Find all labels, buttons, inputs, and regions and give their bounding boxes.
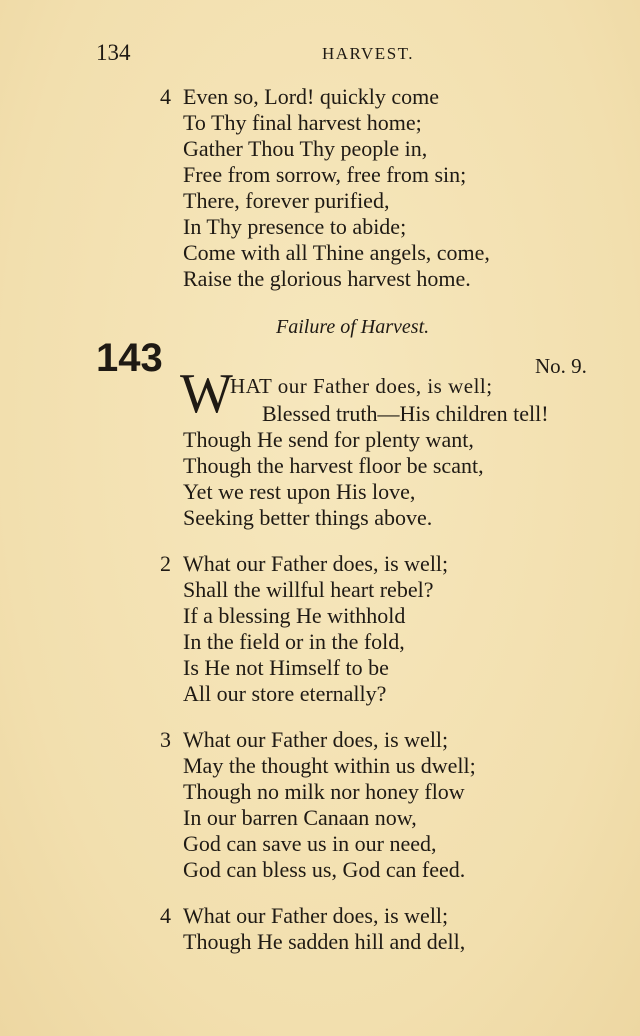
- verse2-line: Shall the willful heart rebel?: [183, 577, 434, 602]
- tune-reference: No. 9.: [535, 354, 587, 378]
- prev-verse-line: In Thy presence to abide;: [183, 214, 407, 239]
- prev-verse-line: Even so, Lord! quickly come: [183, 84, 439, 109]
- verse3-line: What our Father does, is well;: [183, 727, 449, 752]
- verse1-line: Though He send for plenty want,: [183, 427, 474, 452]
- prev-verse-line: There, forever purified,: [183, 188, 390, 213]
- prev-verse-line: To Thy final harvest home;: [183, 110, 422, 135]
- verse2-line: Is He not Himself to be: [183, 655, 389, 680]
- prev-verse-line: Gather Thou Thy people in,: [183, 136, 428, 161]
- verse3-number: 3: [160, 727, 171, 752]
- verse2-line: In the field or in the fold,: [183, 629, 405, 654]
- verse3-line: Though no milk nor honey flow: [183, 779, 465, 804]
- verse3-line: May the thought within us dwell;: [183, 753, 476, 778]
- hymn-title: Failure of Harvest.: [276, 316, 430, 338]
- verse1-line: Blessed truth—His children tell!: [262, 401, 549, 426]
- verse1-line: Seeking better things above.: [183, 505, 433, 530]
- verse1-first-line: HAT our Father does, is well;: [230, 374, 493, 398]
- prev-verse-number: 4: [160, 84, 171, 109]
- page-number: 134: [96, 40, 131, 65]
- verse2-number: 2: [160, 551, 171, 576]
- verse1-line: Yet we rest upon His love,: [183, 479, 416, 504]
- verse4-line: What our Father does, is well;: [183, 903, 449, 928]
- drop-cap: W: [180, 363, 233, 425]
- prev-verse-line: Come with all Thine angels, come,: [183, 240, 490, 265]
- prev-verse-line: Raise the glorious harvest home.: [183, 266, 471, 291]
- verse3-line: God can bless us, God can feed.: [183, 857, 466, 882]
- verse3-line: In our barren Canaan now,: [183, 805, 417, 830]
- verse2-line: All our store eternally?: [183, 681, 387, 706]
- hymn-number: 143: [96, 336, 163, 380]
- verse4-line: Though He sadden hill and dell,: [183, 929, 466, 954]
- verse3-line: God can save us in our need,: [183, 831, 437, 856]
- verse2-line: If a blessing He withhold: [183, 603, 406, 628]
- verse2-line: What our Father does, is well;: [183, 551, 449, 576]
- prev-verse-line: Free from sorrow, free from sin;: [183, 162, 467, 187]
- verse1-line: Though the harvest floor be scant,: [183, 453, 484, 478]
- running-title: HARVEST.: [322, 44, 415, 63]
- verse4-number: 4: [160, 903, 171, 928]
